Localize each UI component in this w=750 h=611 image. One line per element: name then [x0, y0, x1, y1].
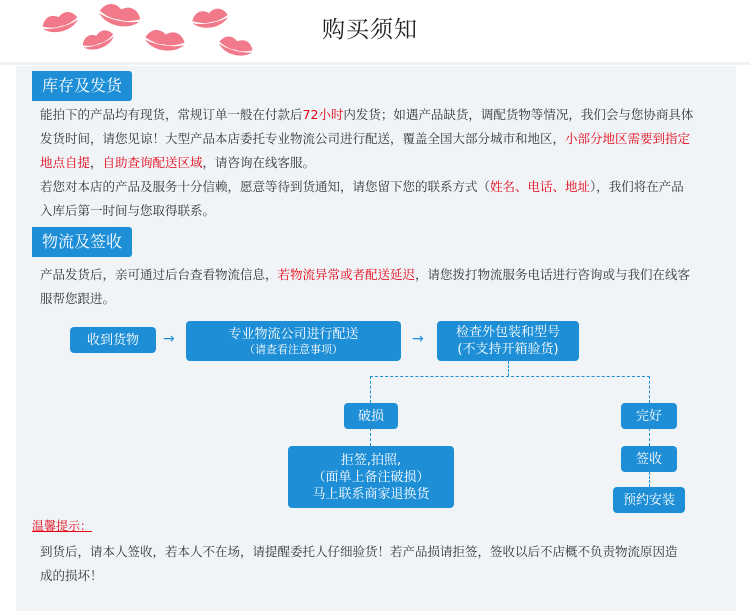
flow-step-sign: [621, 446, 677, 472]
tips-paragraph: [40, 540, 730, 588]
tips-label: 温馨提示：: [32, 519, 93, 533]
section-tag-logistics: 物流及签收: [32, 227, 132, 257]
text-line: 若您对本店的产品及服务十分信赖，愿意等待到货通知，请您留下您的联系方式（姓名、电话、地址），我们将在产品: [40, 179, 684, 194]
header-divider: [0, 62, 750, 65]
section-underline: [32, 100, 130, 101]
flow-step-label: 专业物流公司进行配送: [228, 326, 359, 342]
flow-step-damaged: [344, 403, 398, 429]
text-line: 成的损坏！: [40, 568, 103, 583]
flow-step-label: 马上联系商家退换货: [312, 486, 430, 502]
arrow-right-icon: →: [163, 331, 175, 347]
flow-step-label: 检查外包装和型号: [455, 325, 560, 340]
text-line: 发货时间，请您见谅！大型产品本店委托专业物流公司进行配送，覆盖全国大部分城市和地区，小部分地区需要到指定: [40, 131, 691, 146]
text-line: 地点自提，自助查询配送区域，请咨询在线客服。: [40, 155, 316, 170]
flow-connector: [649, 472, 650, 487]
page-title: 购买须知: [322, 17, 418, 43]
flow-step-delivery: [186, 321, 401, 361]
page-header: [0, 0, 750, 66]
flow-step-note: （请查看注意事项）: [244, 342, 343, 356]
section-tag-stock: 库存及发货: [32, 71, 132, 101]
flow-step-label: 破损: [357, 408, 384, 424]
flow-connector: [649, 376, 650, 403]
flow-connector: [649, 428, 650, 446]
text-line: 能拍下的产品均有现货，常规订单一般在付款后72小时内发货；如遇产品缺货，调配货物等情况，我们会与您协商具体: [40, 107, 694, 122]
flow-step-label: 收到货物: [86, 332, 139, 348]
text-line: 产品发货后，亲可通过后台查看物流信息，若物流异常或者配送延迟，请您拨打物流服务电话进行咨询或与我们在线客: [40, 267, 691, 282]
flow-step-note: (不支持开箱验货): [457, 342, 559, 357]
flow-step-install: [613, 487, 685, 513]
flow-connector: [370, 376, 371, 403]
flow-connector: [370, 428, 371, 446]
flow-step-label: （面单上备注破损）: [312, 469, 430, 485]
flow-connector: [370, 376, 650, 377]
flow-step-label: 拒签,拍照,: [340, 452, 402, 468]
flow-step-refuse: [288, 446, 454, 508]
arrow-right-icon: →: [412, 331, 424, 347]
text-line: 到货后，请本人签收，若本人不在场，请提醒委托人仔细验货！若产品损请拒签，签收以后不店概不负责物流原因造: [40, 544, 678, 559]
section-underline: [32, 256, 130, 257]
logistics-paragraph: [40, 263, 730, 311]
flow-step-label: 完好: [635, 408, 662, 424]
flow-step-receive: [70, 327, 156, 353]
stock-paragraph: [40, 103, 730, 223]
text-line: 入库后第一时间与您取得联系。: [40, 203, 216, 218]
flow-connector: [508, 361, 509, 376]
lip-prints-icon: [0, 0, 300, 66]
flow-step-label: 预约安装: [622, 492, 675, 508]
flow-step-intact: [621, 403, 677, 429]
flow-step-label: 签收: [635, 451, 662, 467]
flow-step-inspect: [437, 321, 579, 361]
text-line: 服帮您跟进。: [40, 291, 116, 306]
